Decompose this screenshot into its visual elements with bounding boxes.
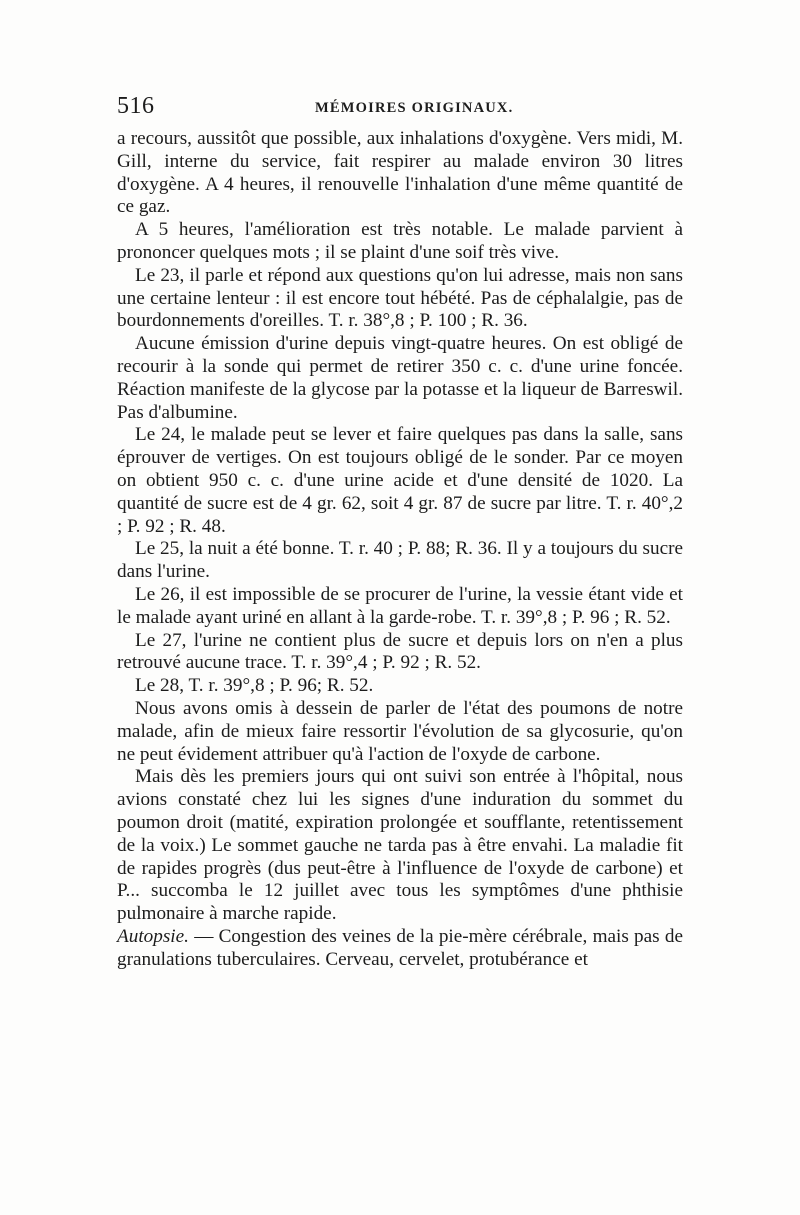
paragraph	[117, 698, 683, 766]
paragraph	[117, 219, 683, 265]
paragraph	[117, 538, 683, 584]
paragraph	[117, 766, 683, 926]
paragraph-text: Le 27, l'urine ne contient plus de sucre et depuis lors on n'en a plus retrouvé aucune trace. T. r. 39°,4 ; P. 92 ; R. 52.	[117, 629, 683, 674]
paragraph-text: Mais dès les premiers jours qui ont suivi son entrée à l'hôpital, nous avions constaté chez lui les signes d'une induration du sommet du poumon droit (matité, expiration prolongée et soufflante, retentissement de la voix.) Le sommet gauche ne tarda pas à être envahi. La maladie fit de rapides progrès (dus peut-être à l'influence de l'oxyde de carbone) et P... succomba le 12 juillet avec tous les symptômes d'une phthisie pulmonaire à marche rapide.	[117, 766, 683, 925]
running-title: MÉMOIRES ORIGINAUX.	[315, 100, 514, 116]
paragraph	[117, 926, 683, 972]
paragraph	[117, 675, 683, 698]
paragraph	[117, 265, 683, 333]
page-number: 516	[117, 93, 155, 119]
paragraph	[117, 333, 683, 424]
paragraph-text: Le 26, il est impossible de se procurer de l'urine, la vessie étant vide et le malade ayant uriné en allant à la garde-robe. T. r. 39°,8 ; P. 96 ; R. 52.	[117, 583, 683, 628]
paragraph-text: A 5 heures, l'amélioration est très notable. Le malade parvient à prononcer quelques mots ; il se plaint d'une soif très vive.	[117, 219, 683, 263]
paragraph-text: Le 24, le malade peut se lever et faire quelques pas dans la salle, sans éprouver de vertiges. On est toujours obligé de le sonder. Par ce moyen on obtient 950 c. c. d'une urine acide et d'une densité de 1020. La quantité de sucre est de 4 gr. 62, soit 4 gr. 87 de sucre par litre. T. r. 40°,2 ; P. 92 ; R. 48.	[117, 424, 683, 537]
body-text	[117, 128, 683, 971]
paragraph-text: Le 23, il parle et répond aux questions qu'on lui adresse, mais non sans une certaine lenteur : il est encore tout hébété. Pas de céphalalgie, pas de bourdonnements d'oreilles. T. r. 38°,8 ; P. 100 ; R. 36.	[117, 264, 683, 332]
paragraph-text: Aucune émission d'urine depuis vingt-quatre heures. On est obligé de recourir à la sonde qui permet de retirer 350 c. c. d'une urine foncée. Réaction manifeste de la glycose par la potasse et la liqueur de Barreswil. Pas d'albumine.	[117, 333, 683, 423]
paragraph-text: Le 25, la nuit a été bonne. T. r. 40 ; P. 88; R. 36. Il y a toujours du sucre dans l'urine.	[117, 538, 683, 583]
paragraph-text: — Congestion des veines de la pie-mère cérébrale, mais pas de granulations tuberculaires. Cerveau, cervelet, protubérance et	[117, 925, 683, 970]
paragraph	[117, 630, 683, 676]
paragraph	[117, 424, 683, 538]
paragraph	[117, 584, 683, 630]
paragraph	[117, 128, 683, 219]
section-lead: Autopsie.	[117, 925, 189, 947]
paragraph-text: a recours, aussitôt que possible, aux inhalations d'oxygène. Vers midi, M. Gill, interne du service, fait respirer au malade environ 30 litres d'oxygène. A 4 heures, il renouvelle l'inhalation d'une même quantité de ce gaz.	[117, 128, 683, 218]
paragraph-text: Le 28, T. r. 39°,8 ; P. 96; R. 52.	[135, 675, 374, 697]
paragraph-text: Nous avons omis à dessein de parler de l'état des poumons de notre malade, afin de mieux faire ressortir l'évolution de sa glycosurie, qu'on ne peut évidement attribuer qu'à l'action de l'oxyde de carbone.	[117, 697, 683, 765]
page-header	[117, 93, 683, 123]
